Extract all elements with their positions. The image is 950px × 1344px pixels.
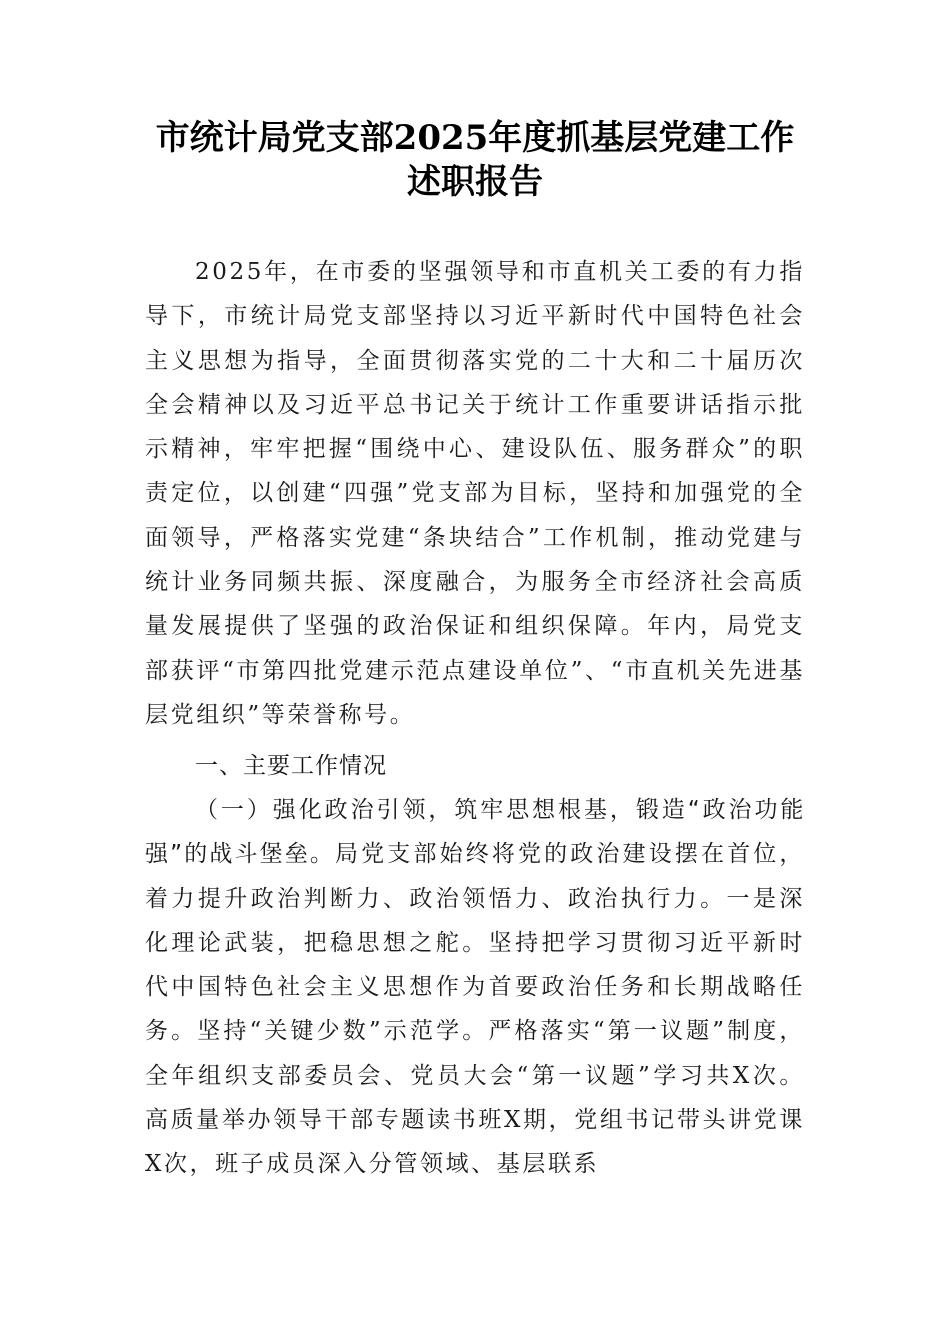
subsection-lead-1: （一）强化政治引领，筑牢思想根基，锻造“政治功能强”的战斗堡垒。 — [145, 797, 805, 868]
subsection-body-1: 局党支部始终将党的政治建设摆在首位，着力提升政治判断力、政治领悟力、政治执行力。一是深化理论武装，把稳思想之舵。坚持把学习贯彻习近平新时代中国特色社会主义思想作为首要政治任务和长期战略任务。坚持“关键少数”示范学。严格落实“第一议题”制度，全年组织支部委员会、党员大会“第一议题”学习共X次。高质量举办领导干部专题读书班X期，党组书记带头讲党课X次，班子成员深入分管领域、基层联系 — [145, 841, 805, 1178]
document-title-line-1: 市统计局党支部2025年度抓基层党建工作 — [155, 118, 795, 158]
document-title-line-2: 述职报告 — [407, 162, 543, 202]
section-heading-1: 一、主要工作情况 — [195, 753, 387, 779]
subsection-paragraph-1 — [145, 788, 805, 1187]
intro-paragraph: 2025年，在市委的坚强领导和市直机关工委的有力指导下，市统计局党支部坚持以习近平新时代中国特色社会主义思想为指导，全面贯彻落实党的二十大和二十届历次全会精神以及习近平总书记关于统计工作重要讲话指示批示精神，牢牢把握“围绕中心、建设队伍、服务群众”的职责定位，以创建“四强”党支部为目标，坚持和加强党的全面领导，严格落实党建“条块结合”工作机制，推动党建与统计业务同频共振、深度融合，为服务全市经济社会高质量发展提供了坚强的政治保证和组织保障。年内，局党支部获评“市第四批党建示范点建设单位”、“市直机关先进基层党组织”等荣誉称号。 — [145, 259, 805, 728]
